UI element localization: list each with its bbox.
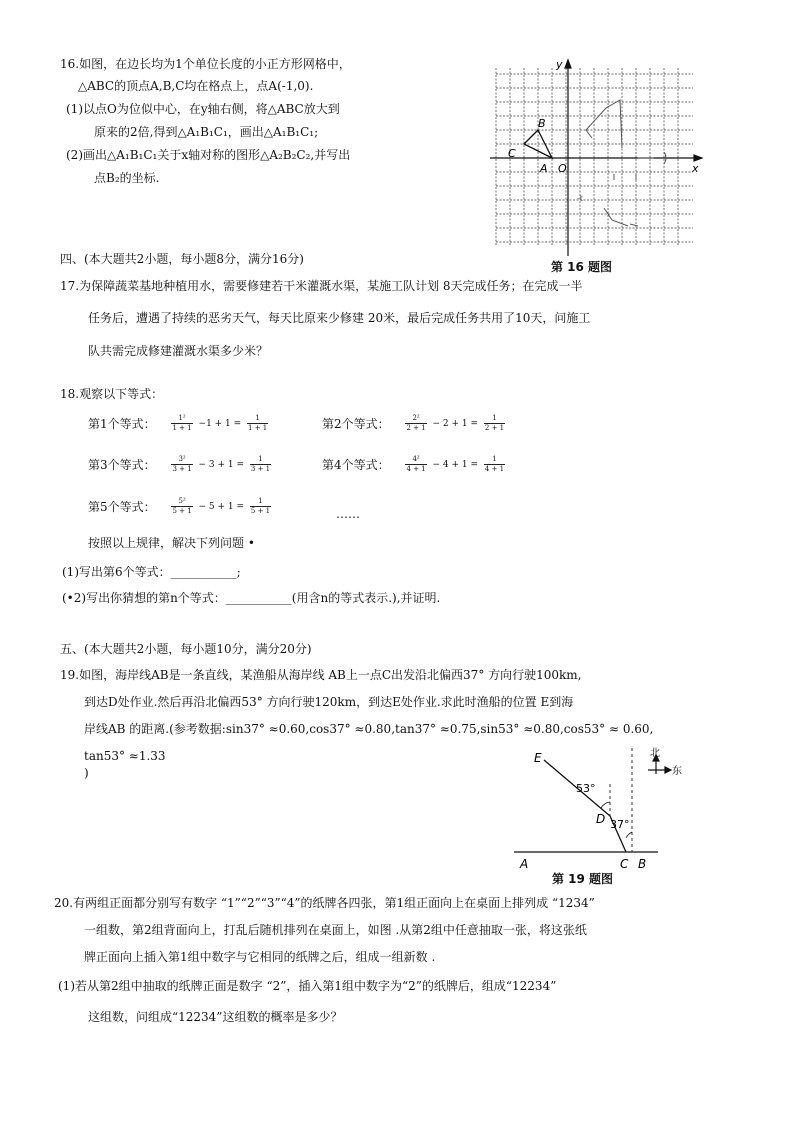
label-d: D bbox=[596, 812, 606, 826]
q18-intro: 18.观察以下等式： bbox=[60, 387, 164, 401]
q19-line-3: 岸线AB 的距离.(参考数据:sin37° ≈0.60,cos37° ≈0.80,tan37° ≈0.75,sin53° ≈0.80,cos53° ≈ 0.60, bbox=[84, 722, 654, 736]
label-e: E bbox=[534, 751, 542, 765]
q16-line-5: (2)画出△A₁B₁C₁关于x轴对称的图形△A₂B₂C₂,并写出 bbox=[66, 148, 351, 162]
north-label: 北 bbox=[650, 748, 660, 759]
q20-line-1: 20.有两组正面都分别写有数字 “1”“2”“3”“4”的纸牌各四张，第1组正面向上在桌面上排列成 “1234” bbox=[54, 896, 595, 910]
section-4-title: 四、(本大题共2小题，每小题8分，满分16分) bbox=[60, 252, 304, 266]
q18-rule: 按照以上规律，解决下列问题 • bbox=[88, 536, 255, 550]
q19-figure bbox=[510, 744, 710, 884]
svg-text:-t: -t bbox=[577, 194, 584, 203]
route-e-d-c bbox=[544, 760, 626, 852]
equation-ellipsis: …… bbox=[336, 507, 360, 521]
equation-label: 第1个等式： bbox=[88, 417, 156, 431]
q20-line-5: 这组数，问组成“12234”这组数的概率是多少？ bbox=[88, 1010, 343, 1024]
x-axis-label: x bbox=[692, 162, 699, 175]
q17-line-2: 任务后，遭遇了持续的恶劣天气，每天比原来少修建 20米，最后完成任务共用了10天，问施工 bbox=[88, 311, 591, 325]
origin-label: O bbox=[558, 162, 567, 175]
grid bbox=[496, 68, 693, 246]
q19-line-2: 到达D处作业.然后再沿北偏西53° 方向行驶120km，到达E处作业.求此时渔船的位置 E到海 bbox=[84, 695, 574, 709]
q17-line-3: 队共需完成修建灌溉水渠多少米？ bbox=[88, 344, 269, 358]
equation-4: 第4个等式： $\frac{\text{4²}}{4 + 1}$ − 4 + 1 = $\frac{1}{4 + 1}$ bbox=[322, 455, 505, 473]
point-c-label: C bbox=[508, 147, 516, 160]
equation-label: 第5个等式： bbox=[88, 500, 156, 514]
q16-line-6: 点B₂的坐标. bbox=[94, 171, 160, 185]
angle-37-label: 37° bbox=[610, 818, 630, 831]
q16-line-4: 原来的2倍,得到△A₁B₁C₁，画出△A₁B₁C₁; bbox=[94, 125, 319, 139]
pencil-sketch-marks bbox=[586, 100, 666, 226]
equation-2: 第2个等式： $\frac{\text{2²}}{2 + 1}$ − 2 + 1 = $\frac{1}{2 + 1}$ bbox=[322, 414, 505, 432]
section-5-title: 五、(本大题共2小题，每小题10分，满分20分) bbox=[60, 642, 312, 656]
q17-line-1: 17.为保障蔬菜基地种植用水，需要修建若干米灌溉水渠，某施工队计划 8天完成任务；在完成一半 bbox=[60, 279, 583, 293]
q18-part-1: (1)写出第6个等式：___________; bbox=[62, 565, 241, 579]
equation-1: 第1个等式： $\frac{\text{1²}}{1 + 1}$ −1 + 1 = $\frac{1}{1 + 1}$ bbox=[88, 414, 268, 432]
q20-line-4: (1)若从第2组中抽取的纸牌正面是数字 “2”，插入第1组中数字为“2”的纸牌后，组成“12234” bbox=[58, 979, 557, 993]
y-axis-label: y bbox=[556, 58, 563, 71]
equation-label: 第3个等式： bbox=[88, 458, 156, 472]
q16-line-2: △ABC的顶点A,B,C均在格点上，点A(-1,0). bbox=[78, 79, 314, 93]
equation-5: 第5个等式： $\frac{\text{5²}}{5 + 1}$ − 5 + 1 = $\frac{1}{5 + 1}$ bbox=[88, 497, 271, 515]
axes bbox=[490, 60, 702, 256]
equation-label: 第2个等式： bbox=[322, 417, 390, 431]
q20-line-2: 一组数，第2组背面向上，打乱后随机排列在桌面上，如图 .从第2组中任意抽取一张，将这张纸 bbox=[84, 923, 587, 937]
east-label: 东 bbox=[672, 766, 682, 777]
q20-line-3: 牌正面向上插入第1组中数字与它相同的纸牌之后，组成一组新数 . bbox=[84, 950, 436, 964]
point-a-label: A bbox=[540, 162, 548, 175]
equation-3: 第3个等式： $\frac{\text{3²}}{3 + 1}$ − 3 + 1 = $\frac{1}{3 + 1}$ bbox=[88, 455, 271, 473]
q16-line-1: 16.如图，在边长均为1个单位长度的小正方形网格中， bbox=[60, 57, 351, 71]
q18-part-2: (•2)写出你猜想的第n个等式：___________(用含n的等式表示.),并证明. bbox=[62, 591, 441, 605]
label-a: A bbox=[520, 857, 529, 871]
angle-53-label: 53° bbox=[576, 782, 596, 795]
label-c: C bbox=[620, 857, 629, 871]
q19-figure-caption: 第 19 题图 bbox=[552, 872, 614, 886]
q19-line-4: tan53° ≈1.33 bbox=[84, 749, 166, 763]
q19-line-5: ) bbox=[84, 766, 89, 780]
label-b: B bbox=[638, 857, 647, 871]
q16-line-3: (1)以点O为位似中心，在y轴右侧，将△ABC放大到 bbox=[66, 102, 340, 116]
equation-label: 第4个等式： bbox=[322, 458, 390, 472]
q16-figure bbox=[488, 56, 708, 276]
q19-line-1: 19.如图，海岸线AB是一条直线，某渔船从海岸线 AB上一点C出发沿北偏西37° 方向行驶100km, bbox=[60, 668, 582, 682]
q16-figure-caption: 第 16 题图 bbox=[551, 260, 613, 274]
point-b-label: B bbox=[538, 117, 546, 130]
